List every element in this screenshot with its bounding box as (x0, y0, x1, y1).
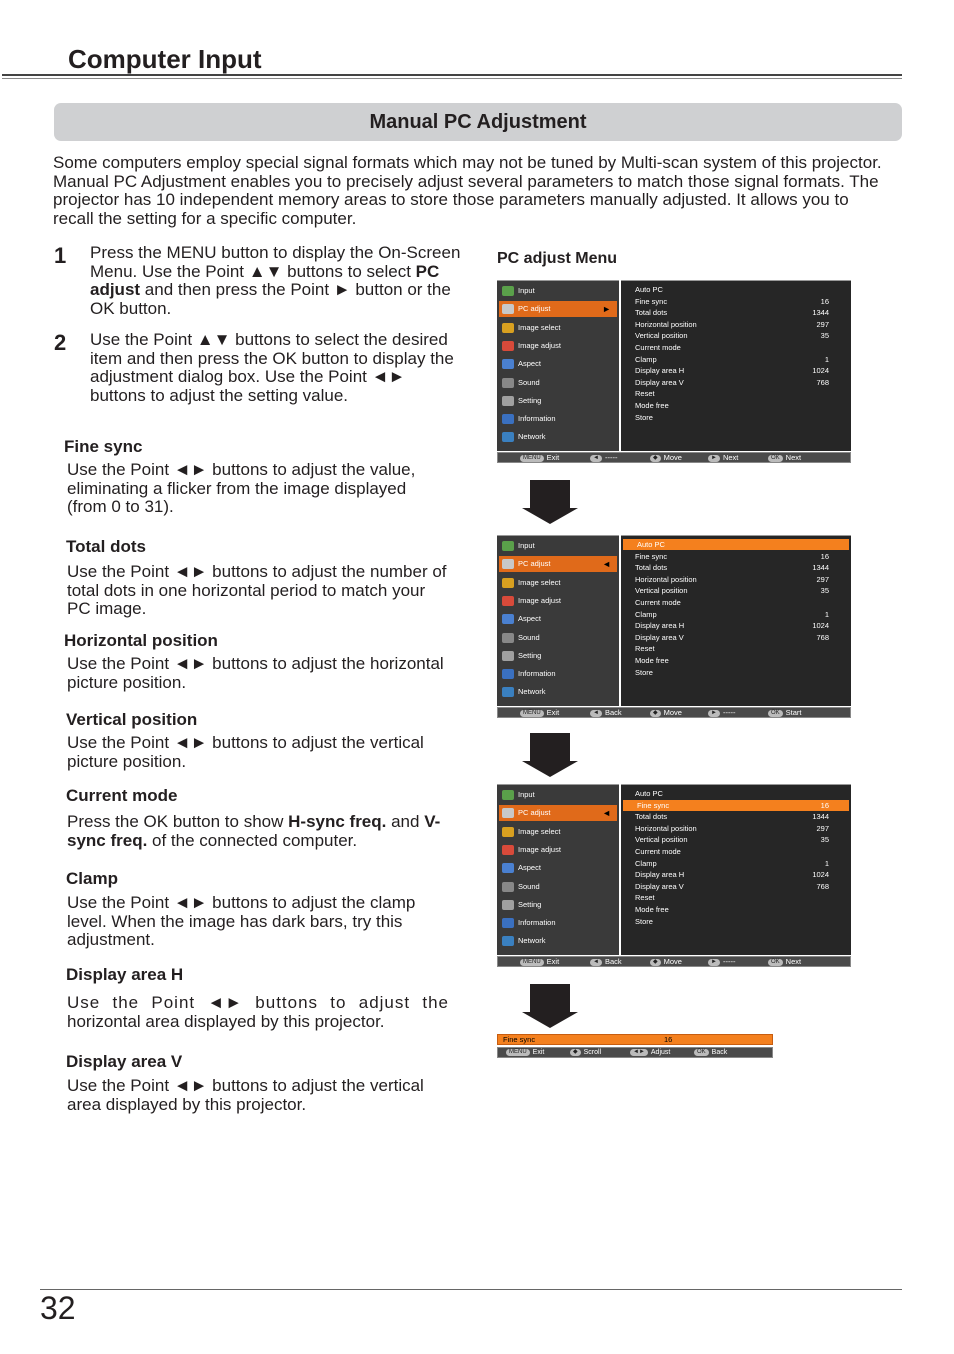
submenu-label: Reset (635, 893, 655, 903)
submenu-value: 1344 (812, 308, 829, 318)
submenu-arrow-icon: ◄ (602, 808, 611, 819)
submenu-label: Clamp (635, 354, 657, 364)
submenu-value: 35 (820, 331, 829, 341)
osd-menu-item[interactable] (499, 575, 617, 591)
display-area-h-line2: horizontal area displayed by this projector. (67, 1011, 385, 1031)
osd-menu-label: Sound (518, 377, 540, 387)
key-icon: OK (768, 959, 783, 966)
menu-icon (502, 882, 514, 892)
hint-label: Move (663, 708, 682, 717)
submenu-label: Store (635, 916, 653, 926)
osd-menu-item[interactable] (499, 648, 617, 664)
osd-footer-hint (590, 708, 622, 717)
osd-footer-hint (650, 453, 682, 462)
submenu-label: Current mode (635, 343, 681, 352)
hint-label: Next (785, 957, 802, 966)
item-title-fine-sync: Fine sync (64, 437, 143, 456)
osd-footer-hint (520, 708, 559, 717)
key-icon: ► (708, 710, 720, 717)
key-icon: ◄ (590, 959, 602, 966)
submenu-label: Reset (635, 644, 655, 654)
osd-submenu-item[interactable] (635, 823, 847, 834)
hint-label: Back (604, 708, 622, 717)
osd-menu-label: Input (518, 541, 535, 550)
key-icon: MENU (506, 1049, 530, 1056)
submenu-label: Mode free (635, 656, 669, 665)
osd-submenu-item[interactable] (635, 400, 847, 411)
osd-footer-hint (708, 708, 735, 717)
menu-icon (502, 286, 514, 296)
menu-icon (502, 359, 514, 369)
submenu-value: 1344 (812, 812, 829, 822)
submenu-value: 1344 (812, 563, 829, 573)
key-icon: OK (768, 455, 783, 462)
osd-menu-item[interactable] (499, 630, 617, 646)
osd-menu-label: Network (518, 687, 546, 697)
hint-label: ----- (722, 708, 736, 717)
submenu-label: Display area V (635, 881, 684, 891)
key-icon: ◆ (570, 1049, 581, 1056)
hint-label: Back (711, 1049, 728, 1056)
osd-menu-label: Setting (518, 899, 542, 909)
item-text-fine-sync: Use the Point ◄► buttons to adjust the value, eliminating a flicker from the image displayed (from 0 to 31). (67, 460, 416, 516)
submenu-value: 1 (824, 858, 829, 868)
submenu-value: 768 (816, 881, 829, 891)
osd-submenu-item[interactable] (635, 585, 847, 596)
item-title-horizontal-position: Horizontal position (64, 631, 218, 650)
submenu-value: 35 (820, 586, 829, 596)
osd-footer (497, 707, 851, 718)
item-text-display-area-v: Use the Point ◄► buttons to adjust the vertical area displayed by this projector. (67, 1076, 424, 1114)
submenu-value: 768 (816, 632, 829, 642)
intro-paragraph: Some computers employ special signal formats which may not be tuned by Multi-scan system of this projector. Manual PC Adjustment enables you to precisely adjust several parameters to match those signal formats. The projector has 10 independent memory areas to store those parameters manually adjusted. It allows you to recall the setting for a specific computer. (53, 153, 882, 228)
submenu-value: 16 (820, 800, 829, 810)
submenu-label: Mode free (635, 401, 669, 410)
osd-footer-hint (520, 957, 559, 966)
item-text-horizontal-position: Use the Point ◄► buttons to adjust the horizontal picture position. (67, 654, 444, 692)
osd-menu-item[interactable] (499, 933, 617, 949)
fine-sync-dialog (497, 1034, 773, 1058)
step-number-1: 1 (54, 243, 67, 268)
dialog-bar (497, 1034, 773, 1045)
osd-menu-item[interactable] (499, 805, 617, 821)
step-number-2: 2 (54, 330, 67, 355)
menu-icon (502, 633, 514, 643)
osd-menu-item[interactable] (499, 411, 617, 427)
osd-submenu-item[interactable] (635, 551, 847, 562)
submenu-label: Vertical position (635, 835, 688, 845)
submenu-label: Vertical position (635, 586, 688, 596)
osd-submenu-item[interactable] (635, 388, 847, 399)
osd-submenu-item[interactable] (635, 667, 847, 678)
osd-menu-label: Aspect (518, 359, 541, 369)
submenu-label: Clamp (635, 609, 657, 619)
hint-label: Next (785, 453, 802, 462)
submenu-label: Total dots (635, 812, 668, 822)
osd-submenu-item[interactable] (635, 858, 847, 869)
osd-submenu-item[interactable] (635, 354, 847, 365)
osd-menu-label: PC adjust (518, 559, 551, 569)
submenu-label: Vertical position (635, 331, 688, 341)
osd-menu-label: Aspect (518, 614, 541, 624)
osd-menu-label: Sound (518, 632, 540, 642)
hint-label: Move (663, 453, 682, 462)
submenu-value: 1 (824, 609, 829, 619)
menu-icon (502, 614, 514, 624)
hint-label: Exit (546, 957, 560, 966)
osd-submenu-item[interactable] (635, 643, 847, 654)
menu-icon (502, 378, 514, 388)
menu-icon (502, 669, 514, 679)
section-title: Manual PC Adjustment (369, 111, 587, 133)
osd-menu-label: Information (518, 669, 556, 679)
submenu-label: Display area V (635, 377, 684, 387)
dialog-footer-hint (694, 1048, 727, 1057)
osd-main-menu (497, 280, 619, 451)
menu-icon (502, 596, 514, 606)
osd-submenu-item[interactable] (635, 655, 847, 666)
submenu-value: 1024 (812, 870, 829, 880)
submenu-label: Fine sync (635, 296, 668, 306)
menu-icon (502, 863, 514, 873)
osd-menu-item[interactable] (499, 393, 617, 409)
hint-label: Move (663, 957, 682, 966)
hint-label: Adjust (650, 1049, 671, 1056)
key-icon: MENU (520, 455, 544, 462)
submenu-value: 297 (816, 823, 829, 833)
key-icon: ◆ (650, 455, 661, 462)
osd-submenu-item[interactable] (635, 632, 847, 643)
osd-footer-hint (590, 957, 622, 966)
osd-submenu-item[interactable] (635, 609, 847, 620)
osd-footer-hint (708, 957, 735, 966)
submenu-label: Total dots (635, 308, 668, 318)
osd-footer (497, 452, 851, 463)
osd-submenu-item[interactable] (635, 869, 847, 880)
menu-icon (502, 918, 514, 928)
osd-menu-item[interactable] (499, 879, 617, 895)
current-mode-text-a: Press the OK button to show (67, 812, 289, 831)
osd-menu-item[interactable] (499, 429, 617, 445)
key-icon: ◄ (590, 710, 602, 717)
osd-menu-label: Input (518, 790, 535, 799)
osd-submenu-item[interactable] (635, 846, 847, 857)
osd-menu-item[interactable] (499, 915, 617, 931)
menu-icon (502, 651, 514, 661)
osd-submenu-item[interactable] (635, 319, 847, 330)
submenu-label: Fine sync (637, 800, 670, 810)
menu-icon (502, 808, 514, 818)
item-title-display-area-h: Display area H (66, 965, 184, 984)
osd-submenu-item[interactable] (635, 597, 847, 608)
submenu-value: 16 (820, 296, 829, 306)
item-title-current-mode: Current mode (66, 786, 178, 805)
osd-submenu-item[interactable] (635, 296, 847, 307)
submenu-arrow-icon: ► (602, 304, 611, 315)
current-mode-bold-h: H-sync freq. (288, 812, 387, 831)
submenu-label: Auto PC (635, 789, 663, 798)
submenu-label: Horizontal position (635, 823, 697, 833)
osd-screen-2 (497, 535, 851, 718)
osd-screen-3 (497, 784, 851, 967)
osd-menu-label: Sound (518, 881, 540, 891)
header-rule (2, 74, 902, 76)
item-text-display-area-h (67, 994, 449, 1031)
submenu-label: Display area H (635, 870, 685, 880)
hint-label: Exit (546, 453, 560, 462)
osd-submenu-item[interactable] (635, 881, 847, 892)
submenu-label: Display area V (635, 632, 684, 642)
key-icon: OK (694, 1049, 709, 1056)
submenu-arrow-icon: ◄ (602, 559, 611, 570)
osd-footer-hint (768, 957, 801, 966)
osd-submenu-item[interactable] (635, 365, 847, 376)
key-icon: MENU (520, 710, 544, 717)
osd-submenu-item[interactable] (623, 800, 849, 811)
osd-main-menu (497, 784, 619, 955)
osd-submenu-item[interactable] (635, 916, 847, 927)
hint-label: Exit (532, 1049, 545, 1056)
osd-footer (497, 956, 851, 967)
menu-icon (502, 323, 514, 333)
menu-icon (502, 432, 514, 442)
submenu-label: Horizontal position (635, 319, 697, 329)
hint-label: Back (604, 957, 622, 966)
osd-submenu-item[interactable] (635, 574, 847, 585)
page-number: 32 (40, 1290, 76, 1326)
osd-menu-label: Image adjust (518, 340, 561, 350)
menu-icon (502, 790, 514, 800)
osd-submenu-item[interactable] (635, 620, 847, 631)
osd-main-menu (497, 535, 619, 706)
submenu-label: Display area H (635, 366, 685, 376)
key-icon: ◆ (650, 959, 661, 966)
osd-menu-item[interactable] (499, 787, 617, 803)
submenu-label: Clamp (635, 858, 657, 868)
osd-screen-1 (497, 280, 851, 463)
osd-menu-item[interactable] (499, 320, 617, 336)
osd-submenu (621, 280, 851, 451)
osd-submenu-item[interactable] (635, 412, 847, 423)
item-text-clamp: Use the Point ◄► buttons to adjust the clamp level. When the image has dark bars, try this adjustment. (67, 893, 416, 949)
menu-icon (502, 304, 514, 314)
key-icon: ► (708, 455, 720, 462)
osd-menu-label: Setting (518, 395, 542, 405)
menu-icon (502, 827, 514, 837)
submenu-value: 1 (824, 354, 829, 364)
step-text-1b: and then press the Point ► button or the OK button. (90, 280, 451, 318)
footer-rule (40, 1289, 902, 1290)
osd-menu-label: Information (518, 414, 556, 424)
osd-menu-label: PC adjust (518, 304, 551, 314)
menu-icon (502, 845, 514, 855)
submenu-label: Auto PC (635, 285, 663, 294)
submenu-value: 297 (816, 319, 829, 329)
dialog-footer (497, 1047, 773, 1058)
osd-menu-label: Network (518, 432, 546, 442)
header-rule-thin (2, 78, 902, 79)
submenu-label: Horizontal position (635, 574, 697, 584)
osd-menu-label: PC adjust (518, 808, 551, 818)
osd-footer-hint (650, 957, 682, 966)
menu-icon (502, 541, 514, 551)
item-title-vertical-position: Vertical position (66, 710, 198, 729)
hint-label: Start (785, 708, 802, 717)
osd-menu-label: Image adjust (518, 844, 561, 854)
menu-caption: PC adjust Menu (497, 250, 618, 267)
osd-submenu-item[interactable] (635, 330, 847, 341)
current-mode-bold-v: V-sync freq. (67, 812, 441, 850)
menu-icon (502, 687, 514, 697)
osd-menu-label: Image select (518, 322, 561, 332)
submenu-label: Store (635, 412, 653, 422)
osd-menu-item[interactable] (499, 338, 617, 354)
osd-menu-item[interactable] (499, 824, 617, 840)
key-icon: ◆ (650, 710, 661, 717)
key-icon: ◄ (590, 455, 602, 462)
submenu-label: Total dots (635, 563, 668, 573)
hint-label: ----- (722, 957, 736, 966)
osd-menu-item[interactable] (499, 684, 617, 700)
osd-menu-label: Aspect (518, 863, 541, 873)
page-title: Computer Input (68, 44, 262, 74)
osd-submenu-item[interactable] (635, 834, 847, 845)
osd-menu-label: Image adjust (518, 595, 561, 605)
osd-footer-hint (708, 453, 738, 462)
submenu-label: Display area H (635, 621, 685, 631)
key-icon: ► (708, 959, 720, 966)
submenu-value: 297 (816, 574, 829, 584)
osd-menu-item[interactable] (499, 593, 617, 609)
osd-menu-item[interactable] (499, 356, 617, 372)
section-header-bar (54, 103, 902, 141)
item-text-total-dots: Use the Point ◄► buttons to adjust the number of total dots in one horizontal period to match your PC image. (67, 562, 447, 618)
submenu-label: Current mode (635, 598, 681, 607)
menu-icon (502, 559, 514, 569)
current-mode-text-b: and (386, 812, 425, 831)
submenu-value: 1024 (812, 366, 829, 376)
item-title-display-area-v: Display area V (66, 1052, 183, 1071)
osd-menu-item[interactable] (499, 666, 617, 682)
hint-label: Exit (546, 708, 560, 717)
menu-icon (502, 578, 514, 588)
key-icon: MENU (520, 959, 544, 966)
osd-menu-item[interactable] (499, 556, 617, 572)
osd-footer-hint (590, 453, 617, 462)
osd-submenu-item[interactable] (635, 904, 847, 915)
dialog-footer-hint (570, 1048, 601, 1057)
osd-submenu-item[interactable] (635, 377, 847, 388)
osd-submenu (621, 784, 851, 955)
hint-label: Next (722, 453, 739, 462)
menu-icon (502, 900, 514, 910)
step-text-1a: Press the MENU button to display the On-Screen Menu. Use the Point ▲▼ buttons to select (90, 243, 461, 281)
osd-footer-hint (768, 453, 801, 462)
osd-menu-label: Image select (518, 826, 561, 836)
current-mode-text-c: of the connected computer. (147, 830, 358, 850)
submenu-label: Reset (635, 389, 655, 399)
osd-submenu (621, 535, 851, 706)
hint-label: Scroll (583, 1049, 602, 1056)
osd-menu-item[interactable] (499, 842, 617, 858)
item-title-clamp: Clamp (66, 869, 118, 888)
submenu-value: 35 (820, 835, 829, 845)
menu-icon (502, 341, 514, 351)
osd-submenu-item[interactable] (635, 892, 847, 903)
submenu-label: Store (635, 667, 653, 677)
osd-submenu-item[interactable] (635, 562, 847, 573)
osd-submenu-item[interactable] (635, 284, 847, 295)
submenu-value: 16 (820, 551, 829, 561)
osd-menu-item[interactable] (499, 283, 617, 299)
osd-footer-hint (520, 453, 559, 462)
menu-icon (502, 414, 514, 424)
osd-menu-label: Setting (518, 650, 542, 660)
dialog-footer-hint (506, 1048, 544, 1057)
item-text-vertical-position: Use the Point ◄► buttons to adjust the vertical picture position. (67, 733, 424, 771)
submenu-label: Auto PC (637, 540, 665, 549)
key-icon: ◄► (630, 1049, 648, 1056)
menu-icon (502, 396, 514, 406)
osd-submenu-item[interactable] (635, 788, 847, 799)
osd-submenu-item[interactable] (635, 342, 847, 353)
osd-footer-hint (768, 708, 802, 717)
osd-footer-hint (650, 708, 682, 717)
step-text-1 (90, 244, 462, 318)
osd-menu-label: Information (518, 918, 556, 928)
submenu-label: Fine sync (635, 551, 668, 561)
submenu-label: Current mode (635, 847, 681, 856)
item-title-total-dots: Total dots (66, 537, 146, 556)
osd-submenu-item[interactable] (635, 811, 847, 822)
osd-menu-item[interactable] (499, 375, 617, 391)
osd-submenu-item[interactable] (623, 539, 849, 550)
osd-menu-label: Image select (518, 577, 561, 587)
display-area-h-line1: Use the Point ◄► buttons to adjust the (67, 993, 449, 1012)
osd-menu-label: Input (518, 286, 535, 295)
step-text-2: Use the Point ▲▼ buttons to select the desired item and then press the OK button to display the adjustment dialog box. Use the Point ◄► buttons to adjust the setting value. (90, 330, 454, 405)
submenu-label: Mode free (635, 905, 669, 914)
hint-label: ----- (604, 453, 618, 462)
step-text-1-bold: PC adjust (90, 261, 440, 299)
dialog-label: Fine sync (503, 1035, 536, 1044)
osd-menu-label: Network (518, 936, 546, 946)
dialog-value: 16 (664, 1035, 673, 1044)
item-text-current-mode (67, 813, 449, 850)
osd-menu-item[interactable] (499, 897, 617, 913)
menu-icon (502, 936, 514, 946)
submenu-value: 1024 (812, 621, 829, 631)
submenu-value: 768 (816, 377, 829, 387)
key-icon: OK (768, 710, 783, 717)
osd-menu-item[interactable] (499, 860, 617, 876)
dialog-footer-hint (630, 1048, 670, 1057)
osd-submenu-item[interactable] (635, 307, 847, 318)
osd-menu-item[interactable] (499, 301, 617, 317)
osd-menu-item[interactable] (499, 611, 617, 627)
osd-menu-item[interactable] (499, 538, 617, 554)
